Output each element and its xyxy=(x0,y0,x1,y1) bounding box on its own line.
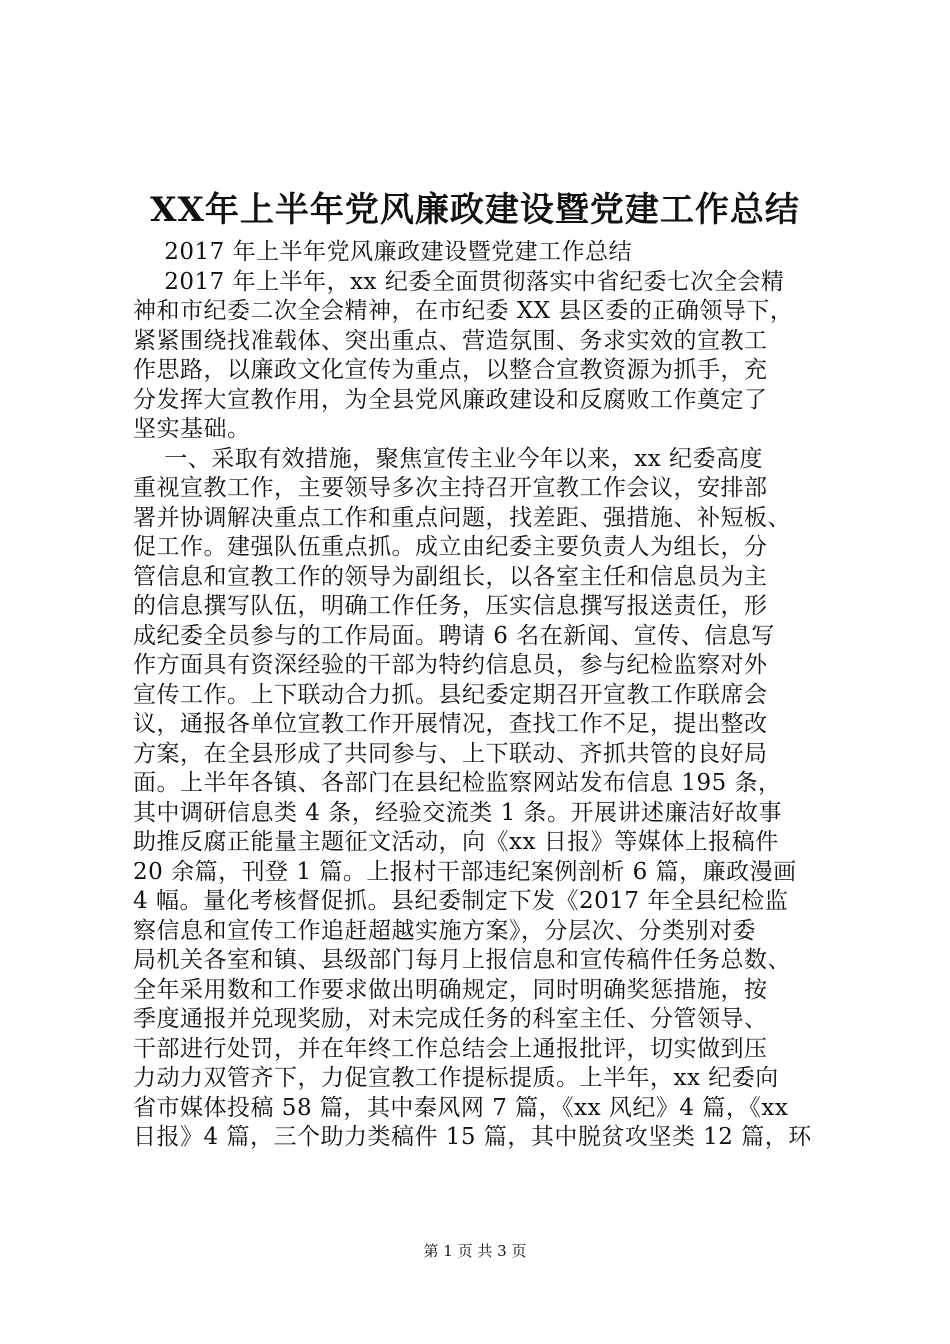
body-line: 重视宣教工作，主要领导多次主持召开宣教工作会议，安排部 xyxy=(133,475,768,501)
body-line: 全年采用数和工作要求做出明确规定，同时明确奖惩措施，按 xyxy=(133,976,768,1003)
body-line: 分发挥大宣教作用，为全县党风廉政建设和反腐败工作奠定了 xyxy=(133,386,768,413)
page-footer: 第 1 页 共 3 页 xyxy=(423,1242,527,1260)
body-line: 助推反腐正能量主题征文活动，向《xx 日报》等媒体上报稿件 xyxy=(133,829,779,855)
body-line: 神和市纪委二次全会精神，在市纪委 XX 县区委的正确领导下， xyxy=(133,298,794,324)
body-line: 20 余篇，刊登 1 篇。上报村干部违纪案例剖析 6 篇，廉政漫画 xyxy=(133,858,797,885)
body-line: 宣传工作。上下联动合力抓。县纪委定期召开宣教工作联席会 xyxy=(133,681,768,708)
body-line: 察信息和宣传工作追赶超越实施方案》，分层次、分类别对委 xyxy=(133,917,756,944)
body-line: 其中调研信息类 4 条，经验交流类 1 条。开展讲述廉洁好故事 xyxy=(133,799,783,826)
body-line: 的信息撰写队伍，明确工作任务，压实信息撰写报送责任，形 xyxy=(133,593,768,619)
body-line: 面。上半年各镇、各部门在县纪检监察网站发布信息 195 条， xyxy=(133,770,782,796)
body-line: 力动力双管齐下，力促宣教工作提标提质。上半年，xx 纪委向 xyxy=(133,1065,779,1091)
body-line: 坚实基础。 xyxy=(133,416,251,442)
document-title: XX年上半年党风廉政建设暨党建工作总结 xyxy=(150,190,800,230)
body-line: 管信息和宣教工作的领导为副组长，以各室主任和信息员为主 xyxy=(133,563,768,590)
body-line: 方案，在全县形成了共同参与、上下联动、齐抓共管的良好局 xyxy=(133,740,768,767)
body-line: 促工作。建强队伍重点抓。成立由纪委主要负责人为组长，分 xyxy=(133,534,768,560)
body-line: 局机关各室和镇、县级部门每月上报信息和宣传稿件任务总数、 xyxy=(133,947,791,973)
body-line: 日报》4 篇，三个助力类稿件 15 篇，其中脱贫攻坚类 12 篇，环 xyxy=(133,1124,812,1150)
body-line: 紧紧围绕找准载体、突出重点、营造氛围、务求实效的宣教工 xyxy=(133,327,768,354)
body-line: 成纪委全员参与的工作局面。聘请 6 名在新闻、宣传、信息写 xyxy=(133,622,775,649)
body-line: 季度通报并兑现奖励，对未完成任务的科室主任、分管领导、 xyxy=(133,1006,768,1032)
body-line: 4 幅。量化考核督促抓。县纪委制定下发《2017 年全县纪检监 xyxy=(133,888,789,914)
body-line: 省市媒体投稿 58 篇，其中秦风网 7 篇，《xx 风纪》4 篇，《xx xyxy=(133,1094,789,1121)
document-body xyxy=(133,238,833,1153)
body-line: 2017 年上半年，xx 纪委全面贯彻落实中省纪委七次全会精 xyxy=(133,268,785,295)
body-line: 2017 年上半年党风廉政建设暨党建工作总结 xyxy=(133,239,633,265)
body-line: 署并协调解决重点工作和重点问题，找差距、强措施、补短板、 xyxy=(133,504,791,531)
body-line: 一、采取有效措施，聚焦宣传主业今年以来，xx 纪委高度 xyxy=(133,445,763,472)
body-line: 议，通报各单位宣教工作开展情况，查找工作不足，提出整改 xyxy=(133,711,768,737)
body-line: 作方面具有资深经验的干部为特约信息员，参与纪检监察对外 xyxy=(133,652,768,678)
body-line: 干部进行处罚，并在年终工作总结会上通报批评，切实做到压 xyxy=(133,1035,768,1062)
body-line: 作思路，以廉政文化宣传为重点，以整合宣教资源为抓手，充 xyxy=(133,357,768,383)
